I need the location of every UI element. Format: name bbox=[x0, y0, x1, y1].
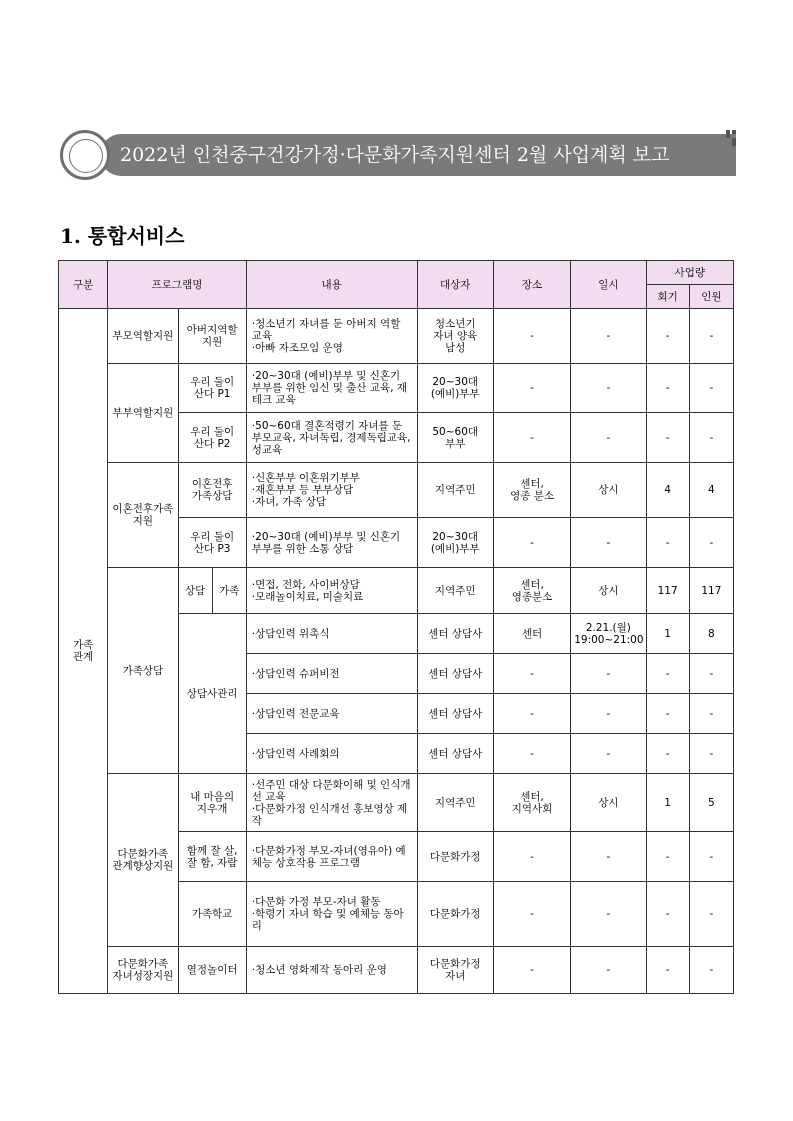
people-cell: - bbox=[689, 654, 733, 694]
target-cell: 20~30대 (예비)부부 bbox=[417, 364, 493, 413]
header-category: 구분 bbox=[59, 261, 108, 309]
place-cell: - bbox=[493, 832, 570, 882]
people-cell: - bbox=[689, 413, 733, 463]
target-cell: 지역주민 bbox=[417, 463, 493, 518]
sessions-cell: 1 bbox=[646, 774, 689, 832]
header-volume: 사업량 bbox=[646, 261, 733, 285]
sessions-cell: 1 bbox=[646, 614, 689, 654]
group-cell: 다문화가족 관계향상지원 bbox=[108, 774, 178, 947]
header-target: 대상자 bbox=[417, 261, 493, 309]
sessions-cell: - bbox=[646, 309, 689, 364]
people-cell: - bbox=[689, 694, 733, 734]
date-cell: 2.21.(월) 19:00~21:00 bbox=[571, 614, 646, 654]
place-cell: - bbox=[493, 518, 570, 568]
program-cell: 상담사관리 bbox=[178, 614, 246, 774]
date-cell: - bbox=[571, 882, 646, 947]
place-cell: - bbox=[493, 734, 570, 774]
table-row bbox=[59, 463, 734, 518]
header-people: 인원 bbox=[689, 285, 733, 309]
target-cell: 다문화가정 bbox=[417, 882, 493, 947]
place-cell: - bbox=[493, 309, 570, 364]
group-cell: 가족상담 bbox=[108, 568, 178, 774]
sessions-cell: - bbox=[646, 694, 689, 734]
table-row bbox=[59, 947, 734, 994]
content-cell: ·20~30대 (예비)부부 및 신혼기 부부를 위한 임신 및 출산 교육, 재테크 교육 bbox=[246, 364, 417, 413]
sessions-cell: - bbox=[646, 734, 689, 774]
table-row bbox=[59, 774, 734, 832]
content-cell: ·20~30대 (예비)부부 및 신혼기 부부를 위한 소통 상담 bbox=[246, 518, 417, 568]
corner-ornament bbox=[726, 130, 738, 150]
people-cell: - bbox=[689, 882, 733, 947]
program-cell: 우리 둘이 산다 P1 bbox=[178, 364, 246, 413]
target-cell: 지역주민 bbox=[417, 568, 493, 614]
program-cell: 함께 잘 살, 잘 함, 자람 bbox=[178, 832, 246, 882]
date-cell: - bbox=[571, 694, 646, 734]
content-cell: ·상담인력 슈퍼비전 bbox=[246, 654, 417, 694]
people-cell: 4 bbox=[689, 463, 733, 518]
date-cell: - bbox=[571, 734, 646, 774]
content-cell: ·신혼부부 이혼위기부부 ·재혼부부 등 부부상담 ·자녀, 가족 상담 bbox=[246, 463, 417, 518]
target-cell: 센터 상담사 bbox=[417, 734, 493, 774]
date-cell: - bbox=[571, 364, 646, 413]
table-row bbox=[59, 309, 734, 364]
date-cell: - bbox=[571, 309, 646, 364]
people-cell: - bbox=[689, 734, 733, 774]
place-cell: - bbox=[493, 947, 570, 994]
group-cell: 다문화가족 자녀성장지원 bbox=[108, 947, 178, 994]
people-cell: - bbox=[689, 518, 733, 568]
group-cell: 부모역할지원 bbox=[108, 309, 178, 364]
title-banner bbox=[60, 130, 734, 180]
sessions-cell: - bbox=[646, 882, 689, 947]
target-cell: 50~60대 부부 bbox=[417, 413, 493, 463]
program-cell-b: 가족 bbox=[212, 568, 246, 614]
content-cell: ·청소년기 자녀를 둔 아버지 역할 교육 ·아빠 자조모임 운영 bbox=[246, 309, 417, 364]
title-circle-ornament bbox=[60, 130, 110, 180]
program-cell: 열정놀이터 bbox=[178, 947, 246, 994]
place-cell: - bbox=[493, 654, 570, 694]
place-cell: 센터, 지역사회 bbox=[493, 774, 570, 832]
date-cell: 상시 bbox=[571, 774, 646, 832]
content-cell: ·상담인력 사례회의 bbox=[246, 734, 417, 774]
target-cell: 센터 상담사 bbox=[417, 614, 493, 654]
place-cell: 센터 bbox=[493, 614, 570, 654]
target-cell: 지역주민 bbox=[417, 774, 493, 832]
content-cell: ·다문화가정 부모-자녀(영유아) 예체능 상호작용 프로그램 bbox=[246, 832, 417, 882]
content-cell: ·선주민 대상 다문화이해 및 인식개선 교육 ·다문화가정 인식개선 홍보영상 제작 bbox=[246, 774, 417, 832]
program-cell-a: 상담 bbox=[178, 568, 212, 614]
content-cell: ·50~60대 결혼적령기 자녀를 둔 부모교육, 자녀독립, 경제독립교육, 성교육 bbox=[246, 413, 417, 463]
people-cell: - bbox=[689, 832, 733, 882]
program-cell: 가족학교 bbox=[178, 882, 246, 947]
target-cell: 센터 상담사 bbox=[417, 694, 493, 734]
group-cell: 부부역할지원 bbox=[108, 364, 178, 463]
sessions-cell: 117 bbox=[646, 568, 689, 614]
target-cell: 20~30대 (예비)부부 bbox=[417, 518, 493, 568]
program-cell: 내 마음의 지우개 bbox=[178, 774, 246, 832]
people-cell: 117 bbox=[689, 568, 733, 614]
sessions-cell: - bbox=[646, 364, 689, 413]
header-content: 내용 bbox=[246, 261, 417, 309]
program-cell: 이혼전후 가족상담 bbox=[178, 463, 246, 518]
place-cell: - bbox=[493, 364, 570, 413]
section-heading: 1. 통합서비스 bbox=[60, 224, 185, 248]
header-place: 장소 bbox=[493, 261, 570, 309]
people-cell: 5 bbox=[689, 774, 733, 832]
people-cell: 8 bbox=[689, 614, 733, 654]
target-cell: 센터 상담사 bbox=[417, 654, 493, 694]
sessions-cell: - bbox=[646, 832, 689, 882]
content-cell: ·다문화 가정 부모-자녀 활동 ·학령기 자녀 학습 및 예체능 동아리 bbox=[246, 882, 417, 947]
place-cell: 센터, 영종 분소 bbox=[493, 463, 570, 518]
people-cell: - bbox=[689, 947, 733, 994]
header-program: 프로그램명 bbox=[108, 261, 247, 309]
header-sessions: 회기 bbox=[646, 285, 689, 309]
content-cell: ·상담인력 위촉식 bbox=[246, 614, 417, 654]
date-cell: 상시 bbox=[571, 568, 646, 614]
program-cell: 아버지역할 지원 bbox=[178, 309, 246, 364]
header-date: 일시 bbox=[571, 261, 646, 309]
category-family-relations: 가족 관계 bbox=[59, 309, 108, 994]
content-cell: ·면접, 전화, 사이버상담 ·모래놀이치료, 미술치료 bbox=[246, 568, 417, 614]
sessions-cell: - bbox=[646, 947, 689, 994]
place-cell: - bbox=[493, 882, 570, 947]
table-row bbox=[59, 568, 734, 614]
date-cell: - bbox=[571, 832, 646, 882]
target-cell: 청소년기 자녀 양육 남성 bbox=[417, 309, 493, 364]
date-cell: - bbox=[571, 518, 646, 568]
people-cell: - bbox=[689, 309, 733, 364]
place-cell: - bbox=[493, 413, 570, 463]
program-cell: 우리 둘이 산다 P2 bbox=[178, 413, 246, 463]
sessions-cell: - bbox=[646, 413, 689, 463]
date-cell: 상시 bbox=[571, 463, 646, 518]
place-cell: 센터, 영종분소 bbox=[493, 568, 570, 614]
date-cell: - bbox=[571, 947, 646, 994]
content-cell: ·청소년 영화제작 동아리 운영 bbox=[246, 947, 417, 994]
group-cell: 이혼전후가족 지원 bbox=[108, 463, 178, 568]
date-cell: - bbox=[571, 413, 646, 463]
page-title: 2022년 인천중구건강가정·다문화가족지원센터 2월 사업계획 보고 bbox=[120, 144, 670, 166]
place-cell: - bbox=[493, 694, 570, 734]
target-cell: 다문화가정 자녀 bbox=[417, 947, 493, 994]
sessions-cell: 4 bbox=[646, 463, 689, 518]
table-row bbox=[59, 364, 734, 413]
sessions-cell: - bbox=[646, 518, 689, 568]
target-cell: 다문화가정 bbox=[417, 832, 493, 882]
sessions-cell: - bbox=[646, 654, 689, 694]
program-cell: 우리 둘이 산다 P3 bbox=[178, 518, 246, 568]
content-cell: ·상담인력 전문교육 bbox=[246, 694, 417, 734]
date-cell: - bbox=[571, 654, 646, 694]
plan-table bbox=[58, 260, 734, 994]
people-cell: - bbox=[689, 364, 733, 413]
